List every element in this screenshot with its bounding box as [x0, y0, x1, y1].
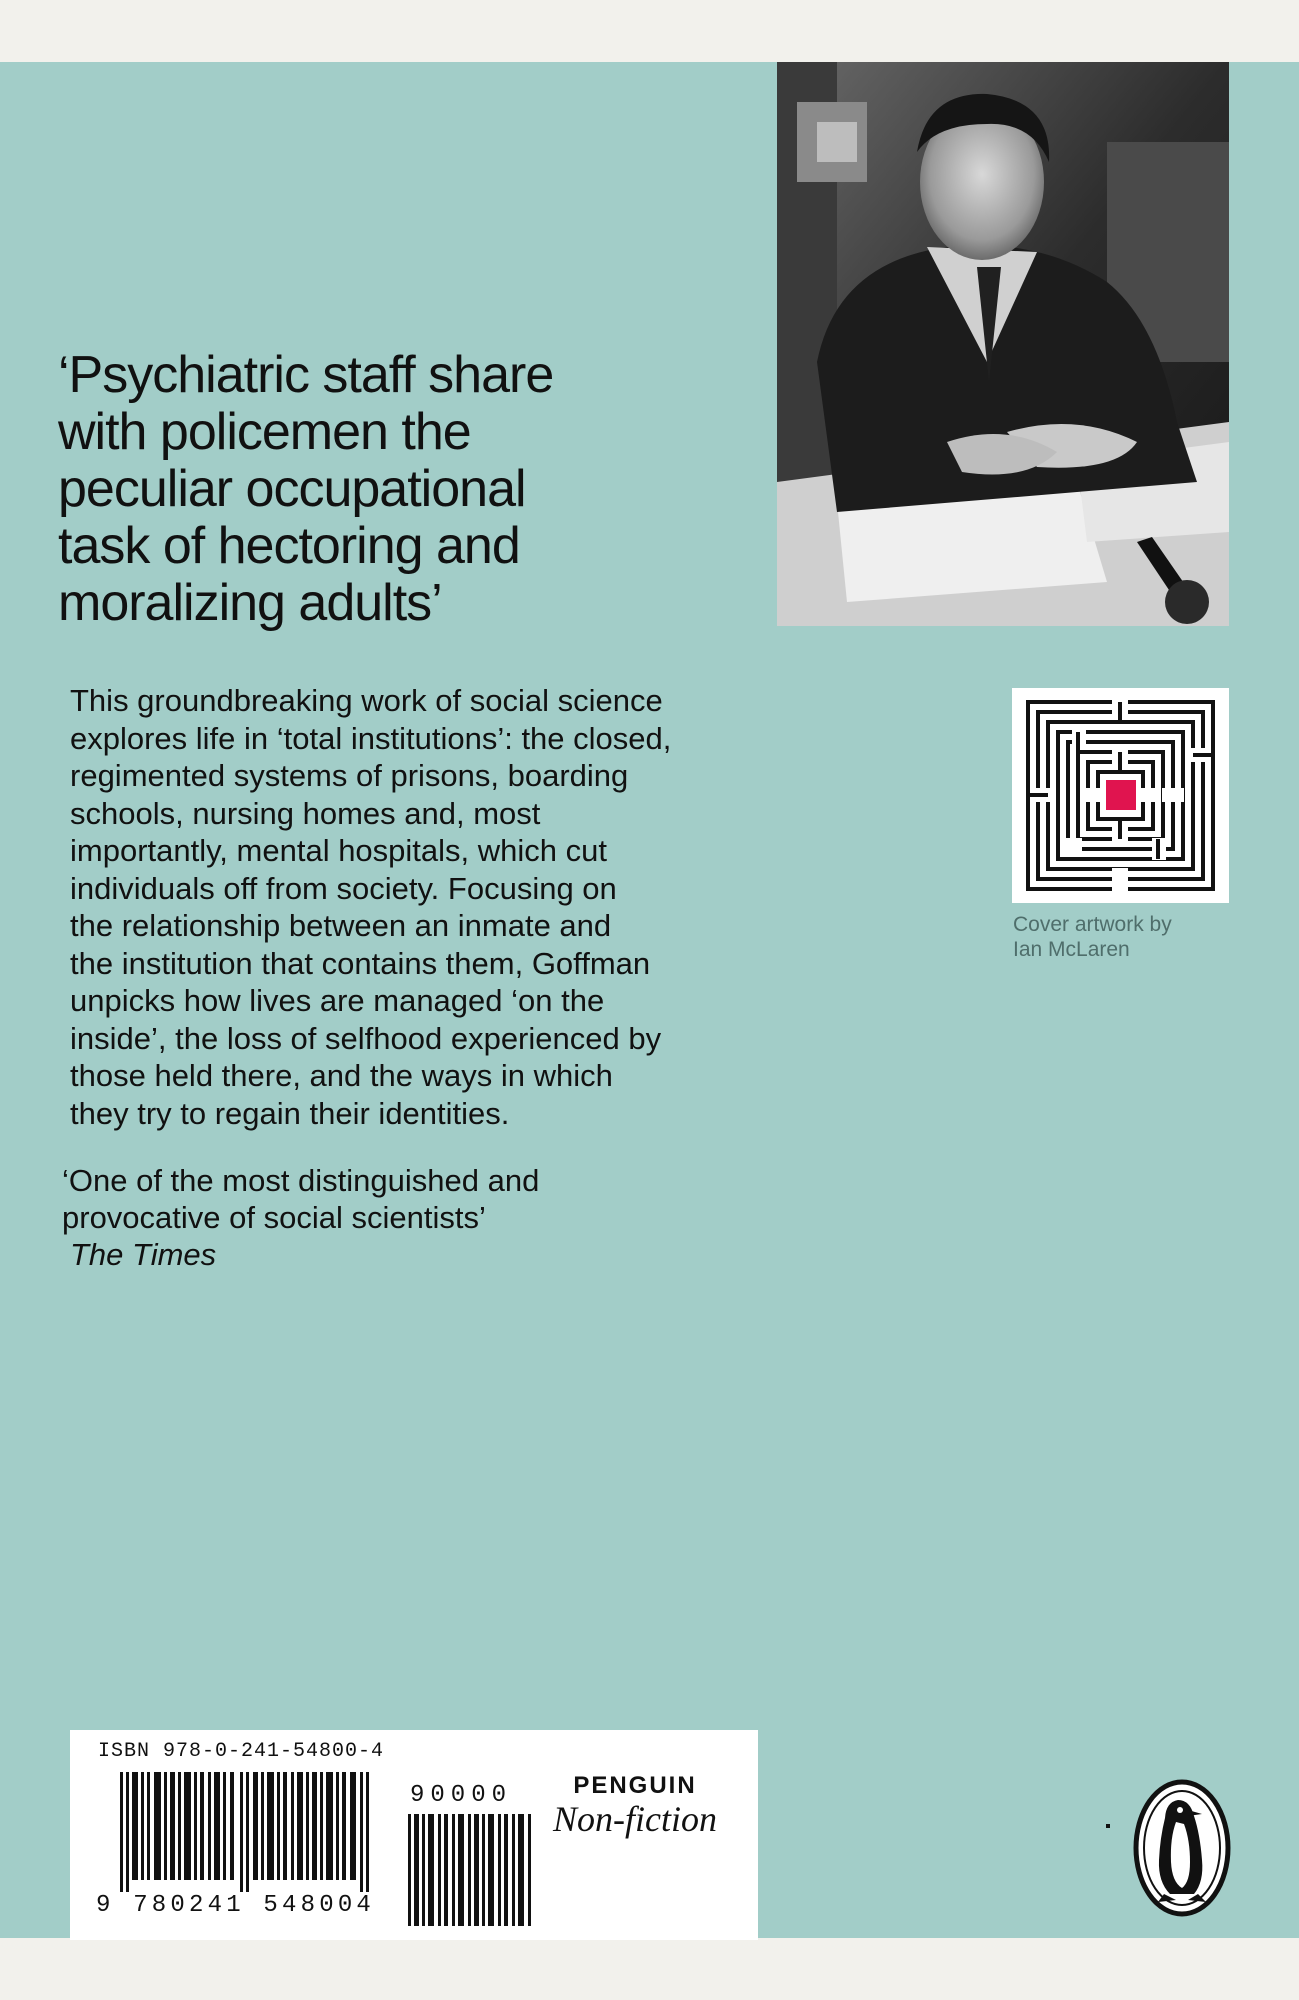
barcode-panel: [70, 1730, 758, 1940]
price-barcode: [408, 1814, 538, 1926]
author-photo: [777, 62, 1229, 626]
isbn-barcode: [120, 1772, 380, 1892]
review-quote-text: ‘One of the most distinguished and provocative of social scientists’: [62, 1163, 540, 1235]
cover-artwork-credit: Cover artwork by Ian McLaren: [1013, 913, 1172, 961]
blurb-text: This groundbreaking work of social science explores life in ‘total institutions’: the closed, regimented systems of prisons, boarding schools, nursing homes and, most importantly, mental hospitals, which cut individuals off from society. Focusing on the relationship between an inmate and the institution that contains them, Goffman unpicks how lives are managed ‘on the inside’, the loss of selfhood experienced by those held there, and the ways in which they try to regain their identities.: [70, 683, 672, 1131]
cover-artwork-labyrinth: [1012, 688, 1229, 903]
publisher-imprint: [525, 1772, 745, 1840]
imprint-name: Non-fiction: [553, 1799, 717, 1839]
review-source: The Times: [70, 1237, 217, 1272]
barcode-digits: 9 780241 548004: [96, 1892, 376, 1919]
review-quote: [62, 1162, 742, 1273]
back-cover: [0, 62, 1299, 1938]
penguin-logo-icon: [1132, 1778, 1232, 1918]
price-code: 90000: [410, 1782, 513, 1809]
pull-quote: ‘Psychiatric staff share with policemen the peculiar occupational task of hectoring and moralizing adults’: [58, 346, 554, 632]
decorative-dot: [1106, 1824, 1110, 1828]
publisher-name: PENGUIN: [573, 1772, 697, 1799]
isbn-label: ISBN 978-0-241-54800-4: [98, 1740, 385, 1763]
